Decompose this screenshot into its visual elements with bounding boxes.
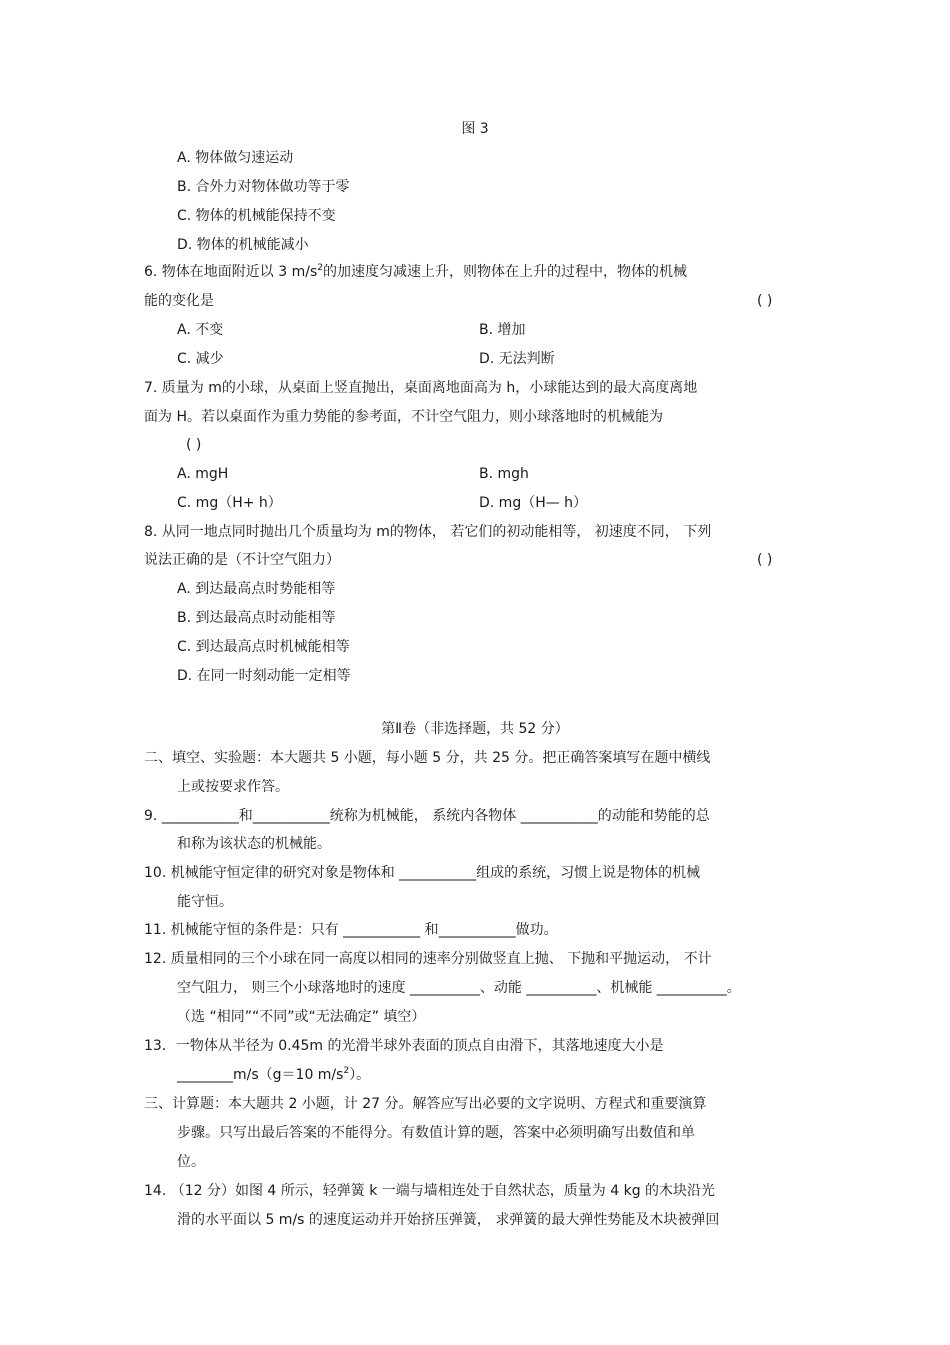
q6-option-d: D. 无法判断 xyxy=(479,351,555,367)
section2-heading-line1: 二、填空、实验题：本大题共 5 小题，每小题 5 分，共 25 分。把正确答案填写在题中横线 xyxy=(144,750,711,766)
q6-stem-line1: 6. 物体在地面附近以 3 $m/s^2$的加速度匀减速上升，则物体在上升的过程中，物体的机械 xyxy=(144,263,687,280)
q5-option-c: C. 物体的机械能保持不变 xyxy=(177,208,336,224)
q14-line1: 14. （12 分）如图 4 所示，轻弹簧 k 一端与墙相连处于自然状态，质量为 4 kg 的木块沿光 xyxy=(144,1183,716,1199)
q5-option-d: D. 物体的机械能减小 xyxy=(177,237,309,253)
section3-heading-line3: 位。 xyxy=(177,1154,205,1170)
q6-option-b: B. 增加 xyxy=(479,322,526,338)
q9-line2: 和称为该状态的机械能。 xyxy=(177,836,331,852)
section3-heading-line1: 三、计算题：本大题共 2 小题，计 27 分。解答应写出必要的文字说明、方程式和重要演算 xyxy=(144,1096,707,1112)
q8-stem-line1: 8. 从同一地点同时抛出几个质量均为 m的物体， 若它们的初动能相等， 初速度不同， 下列 xyxy=(144,524,712,540)
q7-stem-line1: 7. 质量为 m的小球，从桌面上竖直抛出，桌面离地面高为 h，小球能达到的最大高度离地 xyxy=(144,380,698,396)
q7-stem-line2: 面为 H。若以桌面作为重力势能的参考面，不计空气阻力，则小球落地时的机械能为 xyxy=(144,409,663,425)
q8-option-d: D. 在同一时刻动能一定相等 xyxy=(177,668,351,684)
q5-option-a: A. 物体做匀速运动 xyxy=(177,150,294,166)
q8-stem-line2: 说法正确的是（不计空气阻力） xyxy=(144,552,340,568)
q6-option-a: A. 不变 xyxy=(177,322,224,338)
q7-option-c: C. mg（H+ h） xyxy=(177,495,282,511)
q11-line1: 11. 机械能守恒的条件是：只有 ___________ 和___________做功。 xyxy=(144,922,558,938)
q12-line3: （选 “相同”“不同”或“无法确定” 填空） xyxy=(177,1009,426,1025)
q8-option-b: B. 到达最高点时动能相等 xyxy=(177,610,336,626)
q8-option-a: A. 到达最高点时势能相等 xyxy=(177,581,336,597)
section3-heading-line2: 步骤。只写出最后答案的不能得分。有数值计算的题，答案中必须明确写出数值和单 xyxy=(177,1125,695,1141)
q7-option-d: D. mg（H— h） xyxy=(479,495,588,511)
q7-option-b: B. mgh xyxy=(479,466,529,482)
q12-line2: 空气阻力， 则三个小球落地时的速度 __________、动能 __________、机械能 __________。 xyxy=(177,980,741,996)
figure-3-caption: 图 3 xyxy=(461,121,489,137)
q10-line2: 能守恒。 xyxy=(177,894,233,910)
q10-line1: 10. 机械能守恒定律的研究对象是物体和 ___________组成的系统，习惯上说是物体的机械 xyxy=(144,865,701,881)
q8-answer-paren: ( ) xyxy=(757,552,773,568)
q7-answer-paren: ( ) xyxy=(186,437,202,453)
q6-answer-paren: ( ) xyxy=(757,293,773,309)
q6-option-c: C. 减少 xyxy=(177,351,224,367)
q12-line1: 12. 质量相同的三个小球在同一高度以相同的速率分别做竖直上抛、 下抛和平抛运动， 不计 xyxy=(144,951,712,967)
section2-heading-line2: 上或按要求作答。 xyxy=(177,779,289,795)
q14-line2: 滑的水平面以 5 m/s 的速度运动并开始挤压弹簧， 求弹簧的最大弹性势能及木块被弹回 xyxy=(177,1212,720,1228)
q13-line2: ________m/s（g＝10 $m/s^2$）。 xyxy=(177,1066,371,1083)
q8-option-c: C. 到达最高点时机械能相等 xyxy=(177,639,350,655)
part2-title: 第Ⅱ卷（非选择题，共 52 分） xyxy=(381,721,569,737)
q6-stem-line2: 能的变化是 xyxy=(144,293,214,309)
q5-option-b: B. 合外力对物体做功等于零 xyxy=(177,179,350,195)
q13-line1: 13．一物体从半径为 0.45m 的光滑半球外表面的顶点自由滑下，其落地速度大小是 xyxy=(144,1038,664,1054)
q9-line1: 9. ___________和___________统称为机械能， 系统内各物体 ___________的动能和势能的总 xyxy=(144,808,710,824)
q7-option-a: A. mgH xyxy=(177,466,229,482)
